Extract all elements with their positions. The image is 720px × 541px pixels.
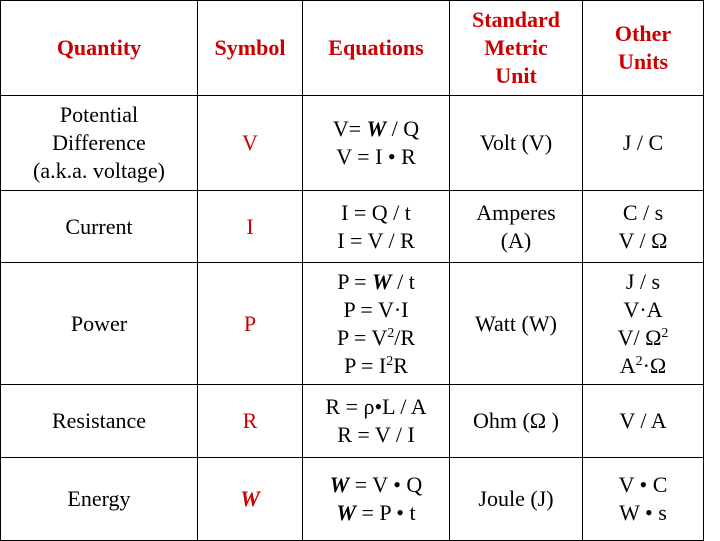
- equations-cell: I = Q / t I = V / R: [303, 191, 450, 263]
- quantity-cell: Current: [1, 191, 198, 263]
- other-units-cell: J / C: [583, 96, 704, 191]
- other-units-cell: C / s V / Ω: [583, 191, 704, 263]
- unit-cell: Volt (V): [450, 96, 583, 191]
- header-symbol: Symbol: [198, 1, 303, 96]
- symbol-cell: R: [198, 385, 303, 458]
- other-units-cell: V / A: [583, 385, 704, 458]
- other-units-cell: J / s V·A V/ $\Omega^2$ $A^2\cdot\Omega$: [583, 263, 704, 385]
- equations-cell: W = V • Q W = P • t: [303, 458, 450, 541]
- table-row: [1, 96, 704, 191]
- equations-cell: P = W / t P = V·I $P = V^2/R$ $P = I^2R$: [303, 263, 450, 385]
- header-quantity: Quantity: [1, 1, 198, 96]
- symbol-cell: W: [198, 458, 303, 541]
- table-row: [1, 191, 704, 263]
- unit-cell: Watt (W): [450, 263, 583, 385]
- quantity-cell: Potential Difference (a.k.a. voltage): [1, 96, 198, 191]
- table-row: [1, 263, 704, 385]
- quantity-cell: Resistance: [1, 385, 198, 458]
- equations-cell: R = ρ•L / A R = V / I: [303, 385, 450, 458]
- quantity-cell: Power: [1, 263, 198, 385]
- unit-cell: Joule (J): [450, 458, 583, 541]
- header-equations: Equations: [303, 1, 450, 96]
- header-other-units: Other Units: [583, 1, 704, 96]
- table-row: [1, 458, 704, 541]
- equations-cell: V= W / Q V = I • R: [303, 96, 450, 191]
- other-units-cell: V • C W • s: [583, 458, 704, 541]
- unit-cell: Amperes (A): [450, 191, 583, 263]
- unit-cell: Ohm (Ω ): [450, 385, 583, 458]
- header-standard-unit: Standard Metric Unit: [450, 1, 583, 96]
- symbol-cell: P: [198, 263, 303, 385]
- header-row: [1, 1, 704, 96]
- symbol-cell: V: [198, 96, 303, 191]
- symbol-cell: I: [198, 191, 303, 263]
- quantity-cell: Energy: [1, 458, 198, 541]
- table-row: [1, 385, 704, 458]
